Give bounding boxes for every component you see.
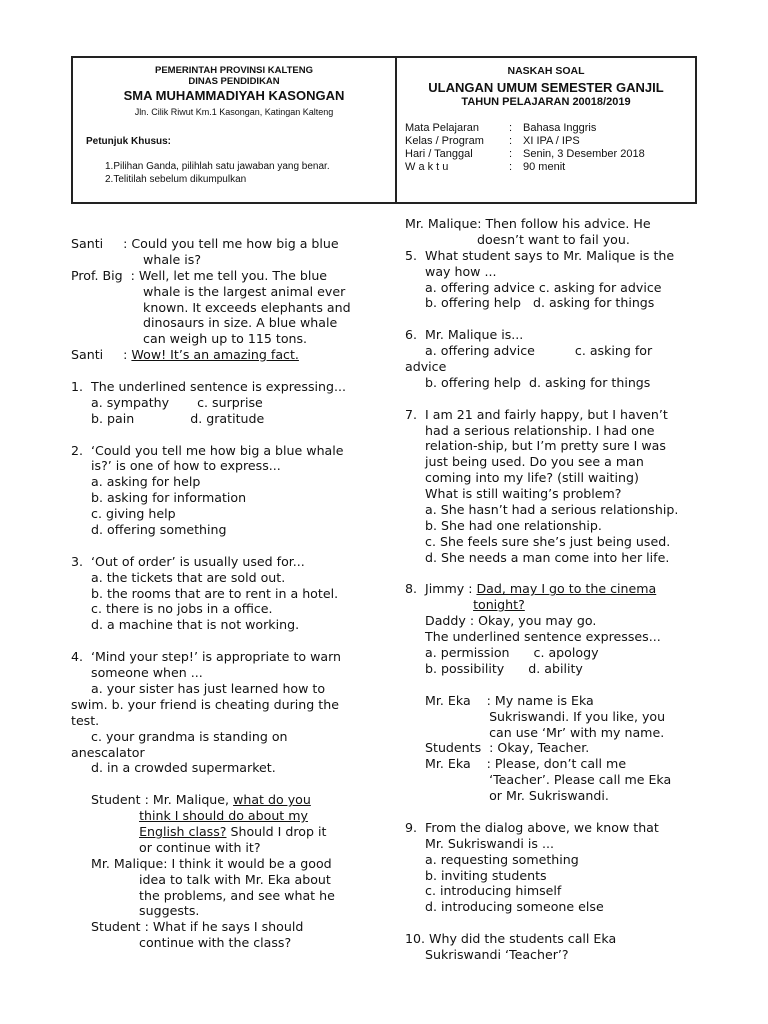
text-line xyxy=(405,804,705,820)
text-line xyxy=(405,454,705,470)
line-text: 4. ‘Mind your step!’ is appropriate to warn xyxy=(71,649,342,665)
underlined-text: what do you xyxy=(233,792,311,808)
text-line xyxy=(405,725,705,741)
text-line xyxy=(71,776,371,792)
line-text: doesn’t want to fail you. xyxy=(405,231,630,247)
line-text: way how ... xyxy=(405,263,497,279)
text-line xyxy=(71,315,371,331)
line-text: a. offering advice c. asking for advice xyxy=(405,279,662,295)
line-text: What is still waiting’s problem? xyxy=(405,486,622,502)
info-value: Senin, 3 Desember 2018 xyxy=(523,148,645,160)
text-line xyxy=(405,486,705,502)
line-text: whale is the largest animal ever xyxy=(71,283,346,299)
line-text: or Mr. Sukriswandi. xyxy=(405,788,609,804)
line-text xyxy=(405,597,473,612)
line-text: Daddy : Okay, you may go. xyxy=(405,613,597,629)
text-line xyxy=(405,216,705,232)
text-line xyxy=(405,836,705,852)
line-text: anescalator xyxy=(71,744,145,760)
line-text: 8. Jimmy : xyxy=(405,581,477,597)
text-line xyxy=(71,554,371,570)
text-line xyxy=(405,566,705,582)
text-line xyxy=(71,697,371,713)
line-text: The underlined sentence expresses... xyxy=(405,629,661,645)
text-line xyxy=(71,729,371,745)
text-line xyxy=(71,570,371,586)
text-line xyxy=(71,490,371,506)
line-text: Sukriswandi. If you like, you xyxy=(405,708,666,724)
government-name: PEMERINTAH PROVINSI KALTENG xyxy=(155,65,313,76)
line-text: b. offering help d. asking for things xyxy=(405,374,651,390)
text-line xyxy=(71,300,371,316)
info-row-time xyxy=(405,161,565,173)
text-line xyxy=(405,518,705,534)
text-line xyxy=(405,883,705,899)
text-line xyxy=(405,772,705,788)
line-text: just being used. Do you see a man xyxy=(405,454,644,470)
underlined-text: English class? xyxy=(139,823,227,839)
instructions-title: Petunjuk Khusus: xyxy=(86,136,172,147)
line-text xyxy=(71,808,139,823)
text-line xyxy=(71,649,371,665)
text-line xyxy=(405,438,705,454)
text-line xyxy=(405,645,705,661)
line-text xyxy=(71,824,139,839)
line-text: 10. Why did the students call Eka xyxy=(405,931,617,947)
line-text: a. asking for help xyxy=(71,474,201,490)
line-text: coming into my life? (still waiting) xyxy=(405,470,639,486)
line-text: a. your sister has just learned how to xyxy=(71,680,326,696)
text-line xyxy=(405,311,705,327)
line-text: can use ‘Mr’ with my name. xyxy=(405,724,665,740)
text-line xyxy=(71,427,371,443)
text-line xyxy=(71,713,371,729)
line-text: or continue with it? xyxy=(71,839,261,855)
school-address: Jln. Cilik Riwut Km.1 Kasongan, Katingan Kalteng xyxy=(134,107,334,117)
text-line xyxy=(71,903,371,919)
exam-header xyxy=(71,56,697,204)
info-label: W a k t u xyxy=(405,161,449,173)
line-text: b. the rooms that are to rent in a hotel. xyxy=(71,585,339,601)
line-text: Prof. Big : Well, let me tell you. The blue xyxy=(71,267,328,283)
info-sep: : xyxy=(509,135,513,147)
text-line xyxy=(405,295,705,311)
text-line xyxy=(405,327,705,343)
info-value: Bahasa Inggris xyxy=(523,122,597,134)
text-line xyxy=(405,677,705,693)
text-line xyxy=(71,760,371,776)
line-text: 3. ‘Out of order’ is usually used for... xyxy=(71,553,305,569)
line-text: d. offering something xyxy=(71,522,227,538)
instruction-2: 2.Telitilah sebelum dikumpulkan xyxy=(105,174,247,185)
text-line xyxy=(405,661,705,677)
line-text: swim. b. your friend is cheating during the xyxy=(71,696,339,712)
text-line xyxy=(71,745,371,761)
text-line xyxy=(71,363,371,379)
school-name: SMA MUHAMMADIYAH KASONGAN xyxy=(123,88,345,103)
line-text: a. offering advice c. asking for xyxy=(405,343,653,359)
line-text: Santi : xyxy=(71,347,132,363)
info-sep: : xyxy=(509,122,513,134)
line-text: relation-ship, but I’m pretty sure I was xyxy=(405,438,666,454)
text-line xyxy=(71,522,371,538)
text-line xyxy=(405,693,705,709)
line-text: d. She needs a man come into her life. xyxy=(405,549,670,565)
line-text: Santi : Could you tell me how big a blue xyxy=(71,236,339,251)
department-name: DINAS PENDIDIKAN xyxy=(188,76,280,87)
text-line xyxy=(71,617,371,633)
line-text-after: Should I drop it xyxy=(226,823,327,839)
text-line xyxy=(71,808,371,824)
info-value: 90 menit xyxy=(523,161,566,173)
text-line xyxy=(71,443,371,459)
line-text: Students : Okay, Teacher. xyxy=(405,740,590,756)
text-line xyxy=(405,868,705,884)
text-line xyxy=(71,395,371,411)
text-line xyxy=(405,407,705,423)
text-line xyxy=(405,915,705,931)
header-right xyxy=(397,58,695,202)
text-line xyxy=(405,502,705,518)
line-text: had a serious relationship. I had one xyxy=(405,422,655,438)
text-line xyxy=(405,470,705,486)
text-line xyxy=(71,506,371,522)
text-line xyxy=(405,359,705,375)
line-text: a. requesting something xyxy=(405,851,579,867)
text-line xyxy=(71,538,371,554)
text-line xyxy=(405,931,705,947)
text-line xyxy=(405,756,705,772)
line-text: a. the tickets that are sold out. xyxy=(71,569,286,585)
underlined-text: tonight? xyxy=(473,597,525,613)
text-line xyxy=(405,613,705,629)
header-left xyxy=(73,58,395,202)
text-line xyxy=(405,629,705,645)
text-line xyxy=(71,586,371,602)
line-text: the problems, and see what he xyxy=(71,887,335,903)
text-line xyxy=(405,788,705,804)
text-line xyxy=(71,458,371,474)
line-text: is?’ is one of how to express... xyxy=(71,458,281,474)
line-text: 6. Mr. Malique is... xyxy=(405,327,524,343)
academic-year: TAHUN PELAJARAN 20018/2019 xyxy=(461,96,631,108)
line-text: advice xyxy=(405,359,447,375)
line-text: a. sympathy c. surprise xyxy=(71,394,263,410)
info-sep: : xyxy=(509,148,513,160)
line-text: Mr. Eka : My name is Eka xyxy=(405,692,594,708)
info-value: XI IPA / IPS xyxy=(523,135,580,147)
line-text: 2. ‘Could you tell me how big a blue whale xyxy=(71,442,344,458)
info-label: Mata Pelajaran xyxy=(405,122,479,134)
line-text: 5. What student says to Mr. Malique is the xyxy=(405,247,675,263)
line-text: test. xyxy=(71,712,100,728)
line-text: someone when ... xyxy=(71,665,203,681)
text-line xyxy=(71,411,371,427)
text-line xyxy=(71,935,371,951)
line-text: c. your grandma is standing on xyxy=(71,728,288,744)
line-text: continue with the class? xyxy=(71,935,292,951)
text-line xyxy=(71,268,371,284)
line-text: 7. I am 21 and fairly happy, but I haven’t xyxy=(405,406,668,422)
line-text: 9. From the dialog above, we know that xyxy=(405,819,659,835)
text-line xyxy=(71,331,371,347)
line-text: c. She feels sure she’s just being used. xyxy=(405,533,671,549)
line-text: c. giving help xyxy=(71,506,176,522)
text-line xyxy=(71,919,371,935)
left-column xyxy=(71,236,371,951)
line-text: Sukriswandi ‘Teacher’? xyxy=(405,946,569,962)
text-line xyxy=(71,474,371,490)
line-text: c. there is no jobs in a office. xyxy=(71,601,273,617)
text-line xyxy=(405,232,705,248)
text-line xyxy=(405,947,705,963)
text-line xyxy=(405,391,705,407)
line-text: a. permission c. apology xyxy=(405,645,599,661)
line-text: idea to talk with Mr. Eka about xyxy=(71,871,331,887)
text-line xyxy=(71,379,371,395)
line-text: b. She had one relationship. xyxy=(405,517,602,533)
info-row-class xyxy=(405,135,580,147)
text-line xyxy=(71,347,371,363)
document-type: NASKAH SOAL xyxy=(507,65,585,77)
text-line xyxy=(405,740,705,756)
text-line xyxy=(71,252,371,268)
line-text: Mr. Malique: I think it would be a good xyxy=(71,855,332,871)
line-text: Student : What if he says I should xyxy=(71,919,304,935)
text-line xyxy=(71,284,371,300)
line-text: d. introducing someone else xyxy=(405,899,604,915)
exam-title: ULANGAN UMUM SEMESTER GANJIL xyxy=(428,80,664,95)
text-line xyxy=(71,236,371,252)
text-line xyxy=(71,665,371,681)
line-text: d. in a crowded supermarket. xyxy=(71,760,276,776)
text-line xyxy=(71,840,371,856)
line-text: b. possibility d. ability xyxy=(405,660,583,676)
info-row-date xyxy=(405,148,645,160)
text-line xyxy=(71,888,371,904)
line-text: Mr. Malique: Then follow his advice. He xyxy=(405,216,651,231)
line-text: suggests. xyxy=(71,903,200,919)
text-line xyxy=(405,820,705,836)
text-line xyxy=(405,550,705,566)
line-text: b. inviting students xyxy=(405,867,547,883)
text-line xyxy=(71,872,371,888)
text-line xyxy=(71,792,371,808)
underlined-text: Wow! It’s an amazing fact. xyxy=(131,347,299,363)
text-line xyxy=(71,601,371,617)
line-text: b. pain d. gratitude xyxy=(71,410,265,426)
text-line xyxy=(71,856,371,872)
text-line xyxy=(405,534,705,550)
line-text: b. offering help d. asking for things xyxy=(405,295,655,311)
text-line xyxy=(405,375,705,391)
text-line xyxy=(405,581,705,597)
text-line xyxy=(71,824,371,840)
line-text: can weigh up to 115 tons. xyxy=(71,331,308,347)
info-label: Kelas / Program xyxy=(405,135,484,147)
line-text: Mr. Sukriswandi is ... xyxy=(405,835,554,851)
line-text: Student : Mr. Malique, xyxy=(71,792,234,808)
text-line xyxy=(405,264,705,280)
line-text: 1. The underlined sentence is expressing... xyxy=(71,379,346,395)
instruction-1: 1.Pilihan Ganda, pilihlah satu jawaban yang benar. xyxy=(105,161,330,172)
line-text: whale is? xyxy=(71,251,202,267)
line-text: Mr. Eka : Please, don’t call me xyxy=(405,756,627,772)
text-line xyxy=(405,280,705,296)
text-line xyxy=(405,423,705,439)
text-line xyxy=(405,852,705,868)
info-sep: : xyxy=(509,161,513,173)
line-text: dinosaurs in size. A blue whale xyxy=(71,315,338,331)
line-text: a. She hasn’t had a serious relationship. xyxy=(405,502,679,518)
text-line xyxy=(71,633,371,649)
text-line xyxy=(405,343,705,359)
text-line xyxy=(405,709,705,725)
line-text: d. a machine that is not working. xyxy=(71,617,300,633)
text-line xyxy=(405,899,705,915)
line-text: b. asking for information xyxy=(71,490,247,506)
info-row-subject xyxy=(405,122,596,134)
right-column xyxy=(405,216,705,963)
underlined-text: Dad, may I go to the cinema xyxy=(476,581,657,597)
line-text: c. introducing himself xyxy=(405,883,562,899)
info-label: Hari / Tanggal xyxy=(405,148,473,160)
text-line xyxy=(405,248,705,264)
text-line xyxy=(71,681,371,697)
text-line xyxy=(405,597,705,613)
line-text: ‘Teacher’. Please call me Eka xyxy=(405,772,672,788)
underlined-text: think I should do about my xyxy=(139,808,308,824)
line-text: known. It exceeds elephants and xyxy=(71,299,351,315)
